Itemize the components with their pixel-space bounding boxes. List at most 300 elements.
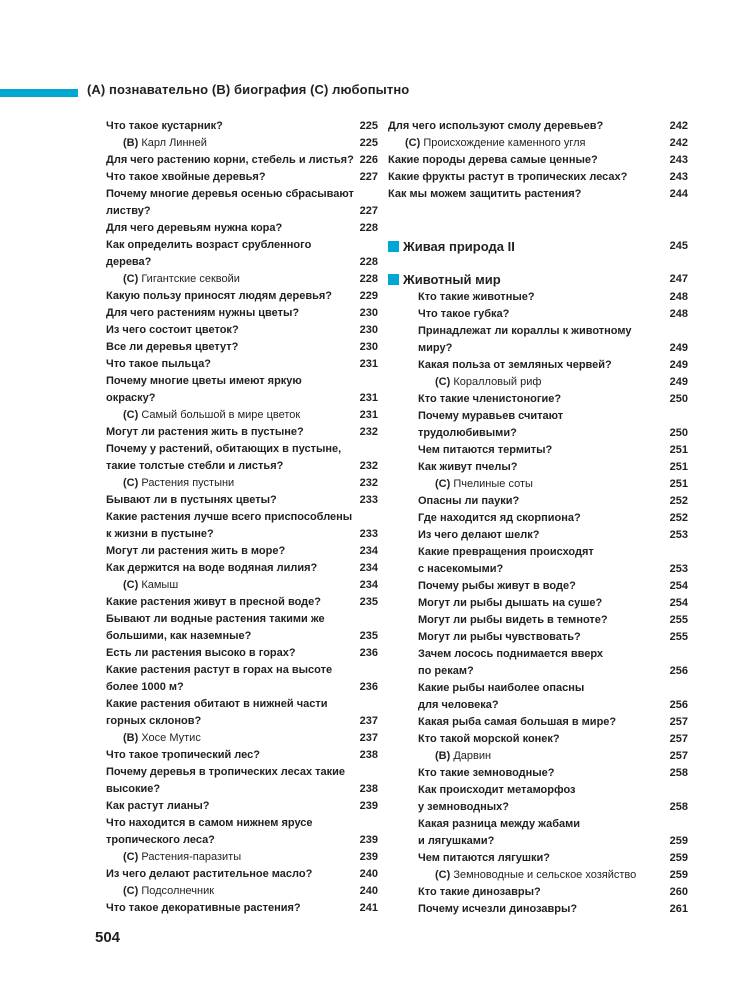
toc-entry-title: [106, 815, 313, 849]
toc-entry-page: 231: [359, 392, 378, 404]
toc-entry-page: 258: [669, 767, 688, 779]
toc-entry-page: 252: [669, 495, 688, 507]
toc-entry-line: Почему деревья в тропических лесах такие: [106, 766, 346, 778]
toc-entry-title: [388, 186, 581, 203]
toc-entry[interactable]: [106, 594, 378, 611]
toc-entry-page: 256: [669, 699, 688, 711]
toc-entry-title: [418, 306, 509, 323]
toc-entry[interactable]: [106, 288, 378, 305]
toc-entry-page: 241: [359, 902, 378, 914]
toc-entry-title: [106, 883, 214, 900]
toc-entry[interactable]: [418, 816, 688, 850]
toc-entry[interactable]: [106, 543, 378, 560]
toc-entry-text: Кто такой морской конек?: [418, 733, 560, 745]
toc-entry-page: 254: [669, 597, 688, 609]
category-marker: (С): [123, 579, 139, 591]
toc-entry-text: Для чего растениям нужны цветы?: [106, 307, 300, 319]
toc-entry-title: [106, 152, 354, 169]
toc-entry-text: Есть ли растения высоко в горах?: [106, 647, 296, 659]
toc-entry[interactable]: [418, 391, 688, 408]
toc-entry-page: 257: [669, 733, 688, 745]
toc-entry-line: Бывают ли водные растения такими же: [106, 613, 325, 625]
toc-entry-page: 248: [669, 308, 688, 320]
toc-entry-page: 230: [359, 324, 378, 336]
toc-entry[interactable]: [418, 765, 688, 782]
toc-entry-text: Кто такие членистоногие?: [418, 393, 562, 405]
toc-entry-title: [106, 577, 178, 594]
toc-entry[interactable]: [388, 152, 688, 169]
toc-entry-line: дерева?: [106, 256, 152, 268]
toc-sub-entry[interactable]: [106, 883, 378, 900]
toc-entry-title: [418, 731, 560, 748]
toc-entry-line: большими, как наземные?: [106, 630, 252, 642]
toc-entry-title: [418, 612, 608, 629]
toc-entry[interactable]: [106, 237, 378, 271]
toc-entry-title: [106, 594, 321, 611]
toc-entry-page: 249: [669, 359, 688, 371]
toc-entry[interactable]: [418, 357, 688, 374]
toc-entry-title: [106, 798, 209, 815]
toc-entry-title: [418, 646, 603, 680]
toc-entry-title: [418, 884, 541, 901]
toc-entry[interactable]: [388, 169, 688, 186]
toc-entry-text: Кто такие животные?: [418, 291, 535, 303]
toc-entry[interactable]: [418, 544, 688, 578]
toc-entry[interactable]: [418, 323, 688, 357]
toc-entry-text: Растения-паразиты: [141, 851, 242, 863]
toc-entry[interactable]: [106, 611, 378, 645]
toc-entry-line: Какая разница между жабами: [418, 818, 581, 830]
toc-sub-entry[interactable]: [106, 135, 378, 152]
toc-entry-title: [106, 662, 332, 696]
toc-entry[interactable]: [418, 731, 688, 748]
toc-entry-page: 237: [359, 732, 378, 744]
toc-entry-line: Как происходит метаморфоз: [418, 784, 576, 796]
toc-entry-line: тропического леса?: [106, 834, 215, 846]
toc-entry-text: Где находится яд скорпиона?: [418, 512, 581, 524]
toc-entry[interactable]: [106, 560, 378, 577]
toc-entry[interactable]: [106, 798, 378, 815]
toc-entry-line: к жизни в пустыне?: [106, 528, 214, 540]
section-heading-animals[interactable]: [388, 269, 688, 289]
toc-sub-entry[interactable]: [388, 135, 688, 152]
toc-entry-title: [418, 289, 535, 306]
toc-entry[interactable]: [106, 424, 378, 441]
toc-entry-text: Могут ли растения жить в пустыне?: [106, 426, 304, 438]
toc-entry-title: [418, 714, 616, 731]
toc-entry-page: 226: [359, 154, 378, 166]
toc-entry-page: 234: [359, 562, 378, 574]
toc-entry-title: [418, 782, 576, 816]
section-page: 245: [669, 240, 688, 252]
toc-entry-text: Как мы можем защитить растения?: [388, 188, 582, 200]
toc-entry-title: [106, 475, 234, 492]
toc-entry-title: [418, 867, 636, 884]
toc-entry-text: Могут ли рыбы чувствовать?: [418, 631, 581, 643]
toc-entry-line: Почему многие деревья осенью сбрасывают: [106, 188, 354, 200]
category-marker: (С): [435, 869, 451, 881]
toc-entry[interactable]: [418, 510, 688, 527]
category-marker: (С): [123, 409, 139, 421]
toc-entry-page: 256: [669, 665, 688, 677]
square-bullet-icon: [388, 274, 399, 285]
toc-entry[interactable]: [418, 306, 688, 323]
category-marker: (С): [435, 376, 451, 388]
toc-entry[interactable]: [106, 662, 378, 696]
toc-entry[interactable]: [418, 884, 688, 901]
toc-entry-page: 240: [359, 868, 378, 880]
toc-entry-line: Почему многие цветы имеют яркую: [106, 375, 302, 387]
toc-entry[interactable]: [106, 441, 378, 475]
toc-entry-line: Какие растения лучше всего приспособлены: [106, 511, 353, 523]
toc-entry-title: [418, 323, 632, 357]
toc-entry-line: миру?: [418, 342, 453, 354]
toc-entry-page: 231: [359, 358, 378, 370]
toc-entry-page: 239: [359, 851, 378, 863]
toc-entry-text: Чем питаются лягушки?: [418, 852, 551, 864]
toc-right-column: [388, 118, 688, 918]
square-bullet-icon: [388, 241, 399, 252]
toc-entry-text: Как держится на воде водяная лилия?: [106, 562, 318, 574]
toc-entry[interactable]: [418, 408, 688, 442]
toc-entry-title: [106, 271, 240, 288]
toc-entry-text: Бывают ли в пустынях цветы?: [106, 494, 277, 506]
toc-entry[interactable]: [106, 747, 378, 764]
toc-entry-text: Для чего деревьям нужна кора?: [106, 222, 283, 234]
toc-entry[interactable]: [106, 305, 378, 322]
toc-entry-title: [418, 816, 580, 850]
toc-entry[interactable]: [106, 492, 378, 509]
page-number: 504: [95, 929, 121, 946]
toc-entry-text: Что такое хвойные деревья?: [106, 171, 266, 183]
toc-entry-page: 251: [669, 478, 688, 490]
toc-entry-page: 227: [359, 205, 378, 217]
toc-entry-page: 238: [359, 783, 378, 795]
toc-sub-entry[interactable]: [106, 577, 378, 594]
toc-entry-text: Какая польза от земляных червей?: [418, 359, 612, 371]
toc-entry-title: [106, 611, 325, 645]
toc-entry-page: 234: [359, 579, 378, 591]
toc-sub-entry[interactable]: [106, 849, 378, 866]
toc-entry-line: более 1000 м?: [106, 681, 184, 693]
toc-entry[interactable]: [106, 118, 378, 135]
toc-entry-page: 254: [669, 580, 688, 592]
toc-entry-page: 239: [359, 800, 378, 812]
toc-sub-entry[interactable]: [106, 730, 378, 747]
toc-entry[interactable]: [418, 680, 688, 714]
toc-entry-page: 255: [669, 631, 688, 643]
toc-entry-title: [106, 135, 207, 152]
toc-entry-title: [106, 407, 300, 424]
category-marker: (С): [435, 478, 451, 490]
toc-entry-line: Что находится в самом нижнем ярусе: [106, 817, 313, 829]
toc-entry-text: Самый большой в мире цветок: [141, 409, 301, 421]
toc-entry-line: Какие растения обитают в нижней части: [106, 698, 328, 710]
section-title: Животный мир: [403, 271, 501, 287]
toc-entry-page: 257: [669, 750, 688, 762]
category-marker: (С): [123, 477, 139, 489]
toc-entry-page: 253: [669, 563, 688, 575]
toc-entry-page: 232: [359, 426, 378, 438]
toc-entry-title: [418, 578, 576, 595]
toc-entry-text: Что такое пыльца?: [106, 358, 212, 370]
toc-entry-text: Для чего растению корни, стебель и листья?: [106, 154, 354, 166]
toc-sub-entry[interactable]: [418, 476, 688, 493]
category-marker: (В): [123, 137, 139, 149]
toc-entry[interactable]: [106, 645, 378, 662]
toc-entry-title: [106, 560, 317, 577]
toc-entry-page: 228: [359, 256, 378, 268]
toc-entry-title: [418, 374, 541, 391]
section-page: 247: [669, 273, 688, 285]
toc-sub-entry[interactable]: [418, 748, 688, 765]
toc-entry[interactable]: [418, 289, 688, 306]
toc-entry-title: [418, 765, 555, 782]
toc-entry-page: 239: [359, 834, 378, 846]
toc-entry-title: [418, 459, 518, 476]
toc-entry-text: Коралловый риф: [453, 376, 542, 388]
toc-entry-text: Почему исчезли динозавры?: [418, 903, 578, 915]
toc-entry-title: [106, 288, 332, 305]
toc-entry[interactable]: [106, 900, 378, 917]
toc-entry-title: [418, 680, 584, 714]
toc-entry[interactable]: [388, 186, 688, 203]
toc-entry-text: Могут ли рыбы видеть в темноте?: [418, 614, 608, 626]
toc-entry-page: 231: [359, 409, 378, 421]
toc-entry-page: 240: [359, 885, 378, 897]
toc-entry-text: Почему рыбы живут в воде?: [418, 580, 576, 592]
toc-entry-page: 225: [359, 137, 378, 149]
category-marker: (С): [123, 885, 139, 897]
toc-entry-page: 232: [359, 477, 378, 489]
toc-entry-page: 237: [359, 715, 378, 727]
toc-entry-title: [388, 118, 603, 135]
toc-sub-entry[interactable]: [418, 374, 688, 391]
category-marker: (С): [123, 851, 139, 863]
toc-sub-entry[interactable]: [106, 407, 378, 424]
toc-entry-line: Как определить возраст срубленного: [106, 239, 312, 251]
toc-entry-page: 235: [359, 630, 378, 642]
toc-entry[interactable]: [418, 901, 688, 918]
toc-entry-page: 261: [669, 903, 688, 915]
toc-entry-page: 230: [359, 341, 378, 353]
toc-entry-title: [106, 424, 304, 441]
toc-entry-line: такие толстые стебли и листья?: [106, 460, 284, 472]
toc-entry-line: Почему муравьев считают: [418, 410, 564, 422]
toc-entry-page: 229: [359, 290, 378, 302]
toc-entry[interactable]: [106, 339, 378, 356]
toc-entry-title: [106, 509, 352, 543]
toc-entry-title: [418, 493, 519, 510]
toc-entry-page: 242: [669, 120, 688, 132]
toc-entry-title: [418, 442, 552, 459]
toc-entry-page: 243: [669, 154, 688, 166]
toc-entry-page: 259: [669, 835, 688, 847]
toc-entry-page: 250: [669, 427, 688, 439]
toc-entry-page: 233: [359, 528, 378, 540]
toc-entry-text: Из чего состоит цветок?: [106, 324, 239, 336]
toc-entry[interactable]: [418, 646, 688, 680]
category-marker: (В): [123, 732, 139, 744]
toc-entry-title: [418, 850, 550, 867]
toc-entry-page: 225: [359, 120, 378, 132]
toc-entry[interactable]: [418, 442, 688, 459]
toc-entry[interactable]: [418, 850, 688, 867]
toc-entry-text: Растения пустыни: [141, 477, 235, 489]
toc-entry-text: Кто такие динозавры?: [418, 886, 541, 898]
toc-entry-title: [106, 373, 302, 407]
toc-entry-text: Хосе Мутис: [141, 732, 201, 744]
toc-entry-text: Что такое декоративные растения?: [106, 902, 301, 914]
toc-entry[interactable]: [106, 696, 378, 730]
toc-entry-title: [418, 595, 602, 612]
toc-entry-page: 257: [669, 716, 688, 728]
section-title: Живая природа II: [403, 238, 515, 254]
toc-entry[interactable]: [106, 152, 378, 169]
toc-entry-text: Кто такие земноводные?: [418, 767, 555, 779]
toc-entry[interactable]: [418, 714, 688, 731]
toc-entry-text: Какие растения живут в пресной воде?: [106, 596, 321, 608]
toc-entry-page: 228: [359, 273, 378, 285]
toc-entry[interactable]: [106, 220, 378, 237]
toc-entry-page: 232: [359, 460, 378, 472]
toc-entry[interactable]: [418, 629, 688, 646]
toc-entry-text: Что такое кустарник?: [106, 120, 223, 132]
toc-entry-title: [106, 543, 285, 560]
toc-entry-page: 238: [359, 749, 378, 761]
toc-entry[interactable]: [106, 815, 378, 849]
toc-entry-line: у земноводных?: [418, 801, 510, 813]
toc-entry-title: [418, 629, 581, 646]
toc-sub-entry[interactable]: [418, 867, 688, 884]
toc-entry-line: с насекомыми?: [418, 563, 504, 575]
toc-entry[interactable]: [106, 373, 378, 407]
toc-entry[interactable]: [418, 493, 688, 510]
toc-entry[interactable]: [106, 186, 378, 220]
toc-entry[interactable]: [106, 169, 378, 186]
toc-entry-page: 259: [669, 869, 688, 881]
toc-entry-line: Принадлежат ли кораллы к животному: [418, 325, 632, 337]
toc-entry-page: 248: [669, 291, 688, 303]
toc-entry[interactable]: [418, 578, 688, 595]
toc-entry-text: Как растут лианы?: [106, 800, 210, 812]
toc-entry-line: Какие растения растут в горах на высоте: [106, 664, 333, 676]
toc-entry-title: [418, 476, 533, 493]
category-marker: (С): [123, 273, 139, 285]
toc-entry-title: [418, 527, 539, 544]
toc-entry-title: [388, 169, 627, 186]
toc-entry-page: 251: [669, 461, 688, 473]
toc-entry-text: Из чего делают растительное масло?: [106, 868, 313, 880]
toc-entry-title: [418, 510, 581, 527]
toc-entry-text: Могут ли рыбы дышать на суше?: [418, 597, 603, 609]
toc-entry[interactable]: [106, 866, 378, 883]
toc-entry-text: Все ли деревья цветут?: [106, 341, 239, 353]
toc-entry-line: для человека?: [418, 699, 499, 711]
toc-entry-text: Земноводные и сельское хозяйство: [453, 869, 637, 881]
toc-entry-title: [106, 441, 341, 475]
toc-entry[interactable]: [418, 782, 688, 816]
toc-entry-title: [106, 492, 277, 509]
toc-entry-text: Пчелиные соты: [453, 478, 533, 490]
toc-entry-page: 249: [669, 376, 688, 388]
toc-entry-text: Гигантские секвойи: [141, 273, 240, 285]
toc-entry[interactable]: [106, 764, 378, 798]
toc-entry-text: Подсолнечник: [141, 885, 215, 897]
toc-entry-page: 252: [669, 512, 688, 524]
toc-entry-page: 255: [669, 614, 688, 626]
toc-entry[interactable]: [106, 356, 378, 373]
toc-entry[interactable]: [106, 322, 378, 339]
toc-entry-line: Почему у растений, обитающих в пустыне,: [106, 443, 342, 455]
toc-entry-title: [106, 696, 327, 730]
toc-entry[interactable]: [418, 612, 688, 629]
toc-entry-line: и лягушками?: [418, 835, 495, 847]
toc-sub-entry[interactable]: [106, 475, 378, 492]
toc-entry-title: [106, 849, 241, 866]
toc-entry-title: [106, 186, 354, 220]
toc-entry-title: [388, 135, 586, 152]
category-marker: (В): [435, 750, 451, 762]
toc-entry-text: Какие породы дерева самые ценные?: [388, 154, 598, 166]
toc-entry-line: трудолюбивыми?: [418, 427, 517, 439]
toc-entry-text: Дарвин: [453, 750, 492, 762]
toc-entry-line: горных склонов?: [106, 715, 202, 727]
toc-entry-title: [418, 391, 561, 408]
section-heading-nature[interactable]: [388, 236, 688, 256]
toc-animals-list: [388, 289, 688, 918]
toc-entry-text: Карл Линней: [141, 137, 207, 149]
legend: (А) познавательно (В) биография (С) любопытно: [87, 82, 410, 97]
toc-entry-title: [106, 118, 223, 135]
toc-entry-title: [106, 237, 311, 271]
toc-entry-page: 253: [669, 529, 688, 541]
toc-entry-page: 243: [669, 171, 688, 183]
toc-entry-title: [388, 152, 598, 169]
toc-entry-title: [106, 220, 282, 237]
toc-entry-line: Зачем лосось поднимается вверх: [418, 648, 604, 660]
toc-sub-entry[interactable]: [106, 271, 378, 288]
toc-entry-title: [106, 730, 201, 747]
toc-entry-page: 236: [359, 681, 378, 693]
toc-left-column: [106, 118, 378, 917]
toc-entry-page: 235: [359, 596, 378, 608]
toc-entry[interactable]: [418, 459, 688, 476]
toc-entry-text: Камыш: [141, 579, 179, 591]
toc-entry-title: [418, 357, 612, 374]
toc-entry-title: [106, 747, 260, 764]
toc-entry-line: по рекам?: [418, 665, 474, 677]
toc-entry-title: [106, 339, 238, 356]
toc-entry-title: [418, 748, 491, 765]
toc-entry-page: 227: [359, 171, 378, 183]
toc-entry-page: 249: [669, 342, 688, 354]
toc-entry[interactable]: [418, 527, 688, 544]
toc-entry[interactable]: [418, 595, 688, 612]
toc-entry-page: 230: [359, 307, 378, 319]
toc-entry[interactable]: [106, 509, 378, 543]
toc-entry-line: листву?: [106, 205, 151, 217]
toc-entry-text: Какая рыба самая большая в мире?: [418, 716, 617, 728]
toc-entry-page: 234: [359, 545, 378, 557]
toc-entry-page: 236: [359, 647, 378, 659]
toc-right-top-list: [388, 118, 688, 203]
toc-entry-page: 259: [669, 852, 688, 864]
toc-entry-title: [106, 764, 345, 798]
toc-entry-text: Чем питаются термиты?: [418, 444, 553, 456]
toc-entry-line: окраску?: [106, 392, 156, 404]
toc-entry[interactable]: [388, 118, 688, 135]
